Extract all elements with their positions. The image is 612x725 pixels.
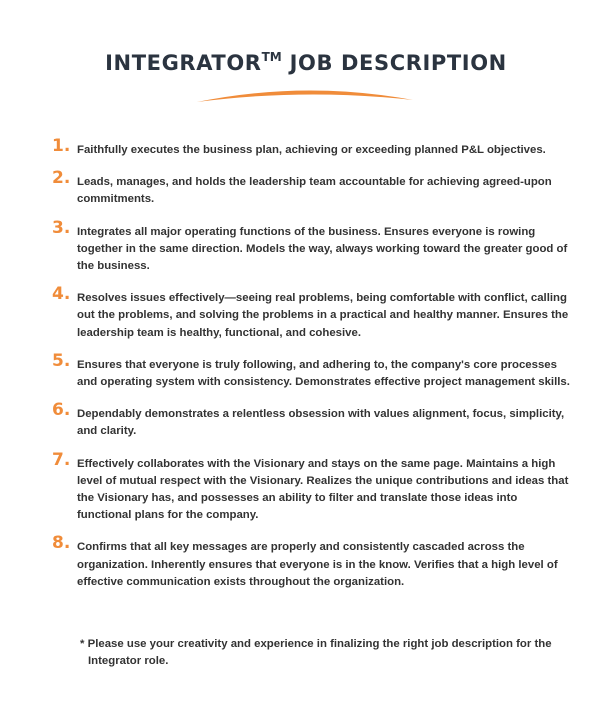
item-text: Resolves issues effectively—seeing real problems, being comfortable with conflict, calling out the problems, and solving the problems in a practical and healthy manner. Ensures the leadership team is healthy, functional, and cohesive. bbox=[77, 292, 569, 339]
trademark-mark: TM bbox=[261, 50, 282, 64]
item-number: 3. bbox=[52, 217, 71, 238]
item-text: Effectively collaborates with the Visionary and stays on the same page. Maintains a high level of mutual respect with the Visionary. Realizes the unique contributions and ideas that the Visionary has, and possesses an ability to filter and translate those ideas into functional plans for the company. bbox=[77, 457, 569, 522]
item-text: Leads, manages, and holds the leadership team accountable for achieving agreed-upon commitments. bbox=[77, 176, 552, 206]
title-suffix: JOB DESCRIPTION bbox=[281, 51, 507, 75]
item-number: 4. bbox=[52, 284, 71, 305]
duty-item bbox=[52, 168, 572, 208]
item-text: Ensures that everyone is truly following, and adhering to, the company's core processes and operating system with consistency. Demonstrates effective project management skills. bbox=[77, 358, 570, 389]
item-text: Dependably demonstrates a relentless obsession with values alignment, focus, simplicity, and clarity. bbox=[77, 408, 565, 438]
footnote: * Please use your creativity and experience in finalizing the right job description for the Integrator role. bbox=[80, 638, 552, 668]
duty-item bbox=[52, 350, 572, 391]
title-swoosh-underline bbox=[195, 86, 415, 106]
item-text: Integrates all major operating functions of the business. Ensures everyone is rowing together in the same direction. Models the way, always working toward the greater good of the business. bbox=[77, 225, 568, 273]
duties-list bbox=[52, 136, 572, 591]
duty-item bbox=[52, 449, 572, 525]
item-number: 5. bbox=[52, 350, 71, 371]
duty-item bbox=[52, 217, 572, 276]
duty-item bbox=[52, 136, 572, 159]
item-number: 2. bbox=[52, 168, 71, 189]
duty-item bbox=[52, 533, 572, 591]
item-number: 6. bbox=[52, 400, 71, 421]
page-title bbox=[0, 50, 612, 75]
item-number: 1. bbox=[52, 136, 71, 156]
item-number: 7. bbox=[52, 449, 71, 470]
duty-item bbox=[52, 400, 572, 440]
item-text: Faithfully executes the business plan, achieving or exceeding planned P&L objectives. bbox=[77, 144, 546, 156]
item-number: 8. bbox=[52, 533, 71, 554]
item-text: Confirms that all key messages are properly and consistently cascaded across the organization. Inherently ensures that everyone is in the know. Verifies that a high level of effective communication exists throughout the organization. bbox=[77, 541, 558, 588]
title-text: INTEGRATOR bbox=[105, 51, 262, 75]
duty-item bbox=[52, 284, 572, 342]
